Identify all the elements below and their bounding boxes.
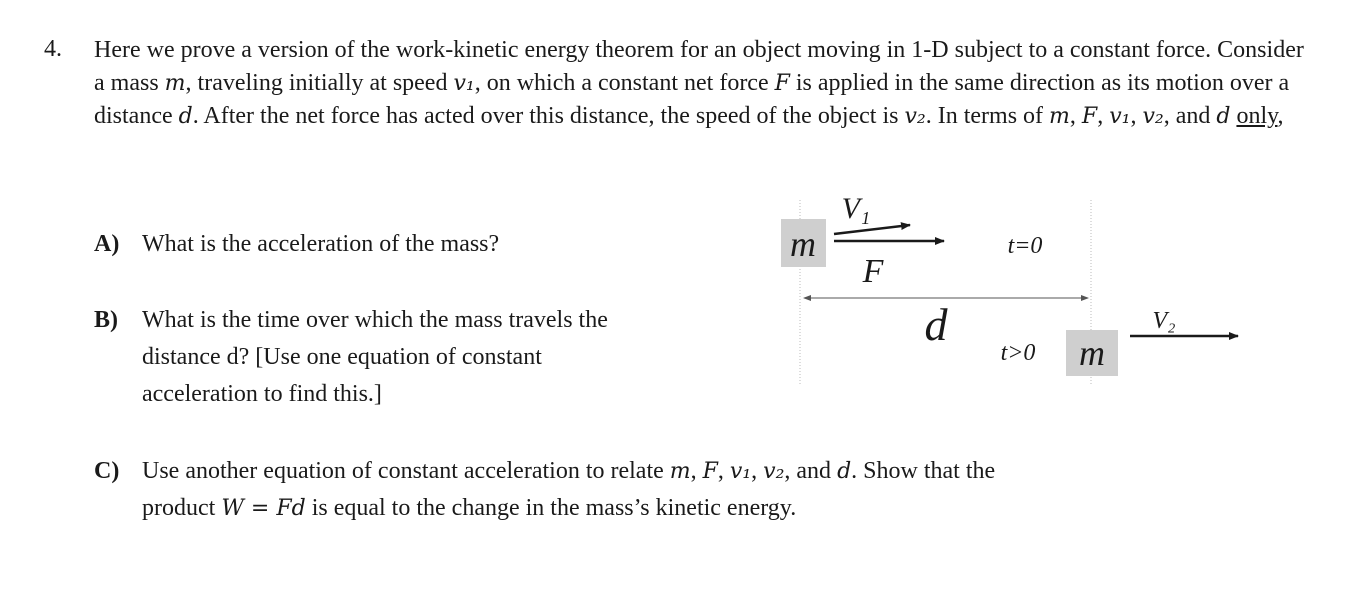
var-m: m — [1049, 104, 1070, 129]
intro-text-1: Here we prove a version of the work-kinetic energy theorem for an object moving in 1-D subject to a constant force. Consider a mass — [94, 37, 1304, 96]
comma: , — [690, 458, 703, 484]
var-v2: v₂ — [1142, 104, 1164, 129]
question-b-line: What is the time over which the mass travels the — [142, 307, 608, 333]
work-equation: W = Fd — [221, 496, 306, 521]
var-v2: v₂ — [763, 459, 785, 484]
var-d: d — [1216, 104, 1231, 129]
t0-label: t=0 — [1007, 233, 1043, 259]
force-label: F — [862, 253, 884, 290]
var-v2: v₂ — [904, 104, 926, 129]
question-c-text-4: is equal to the change in the mass’s kinetic energy. — [305, 495, 797, 521]
var-F: F — [702, 459, 718, 484]
question-b-text — [142, 302, 608, 413]
comma: , — [1277, 103, 1284, 129]
var-v1: v₁ — [1109, 104, 1131, 129]
mass-label-top: m — [790, 224, 816, 264]
intro-text-6: . In terms of — [925, 103, 1050, 129]
var-d: d — [178, 104, 193, 129]
problem-intro — [94, 34, 1304, 133]
comma: , — [751, 458, 764, 484]
question-b-line: acceleration to find this.] — [142, 381, 382, 407]
motion-diagram-svg — [760, 190, 1260, 400]
problem-number: 4. — [44, 36, 62, 62]
intro-text-2: , traveling initially at speed — [185, 70, 454, 96]
intro-text-3: , on which a constant net force — [474, 70, 775, 96]
only-underlined: only — [1236, 103, 1278, 129]
and-text: , and — [784, 458, 838, 484]
var-F: F — [774, 71, 790, 96]
question-c — [94, 453, 1274, 533]
question-a-text: What is the acceleration of the mass? — [142, 231, 500, 257]
tgt0-label: t>0 — [1000, 340, 1036, 366]
question-c-text-3: product — [142, 495, 222, 521]
comma: , — [717, 458, 730, 484]
distance-label: d — [924, 299, 948, 350]
question-c-label: C) — [94, 458, 120, 484]
question-c-text-2: . Show that the — [851, 458, 996, 484]
comma: , — [1069, 103, 1082, 129]
question-b-label: B) — [94, 307, 118, 333]
comma: , — [1130, 103, 1143, 129]
question-a — [94, 226, 714, 266]
question-a-label: A) — [94, 231, 120, 257]
question-c-text-1: Use another equation of constant acceleration to relate — [142, 458, 670, 484]
var-F: F — [1081, 104, 1098, 129]
question-c-text — [142, 453, 1262, 527]
intro-text-4: is applied in the same direction as its motion over a distance — [94, 70, 1290, 129]
var-v1: v₁ — [453, 71, 475, 96]
var-m: m — [669, 459, 691, 484]
var-v1: v₁ — [729, 459, 752, 484]
intro-text-5: . After the net force has acted over this distance, the speed of the object is — [192, 103, 905, 129]
mass-label-bottom: m — [1079, 333, 1105, 373]
var-m: m — [164, 71, 186, 96]
v1-arrow — [834, 225, 910, 234]
var-d: d — [837, 459, 852, 484]
question-b — [94, 302, 714, 414]
motion-diagram — [760, 190, 1260, 400]
comma: , — [1097, 103, 1110, 129]
and-text: , and — [1163, 103, 1217, 129]
v2-label: V₂ — [1152, 308, 1176, 334]
question-b-line: distance d? [Use one equation of constant — [142, 344, 542, 370]
v1-label: V₁ — [841, 192, 871, 225]
